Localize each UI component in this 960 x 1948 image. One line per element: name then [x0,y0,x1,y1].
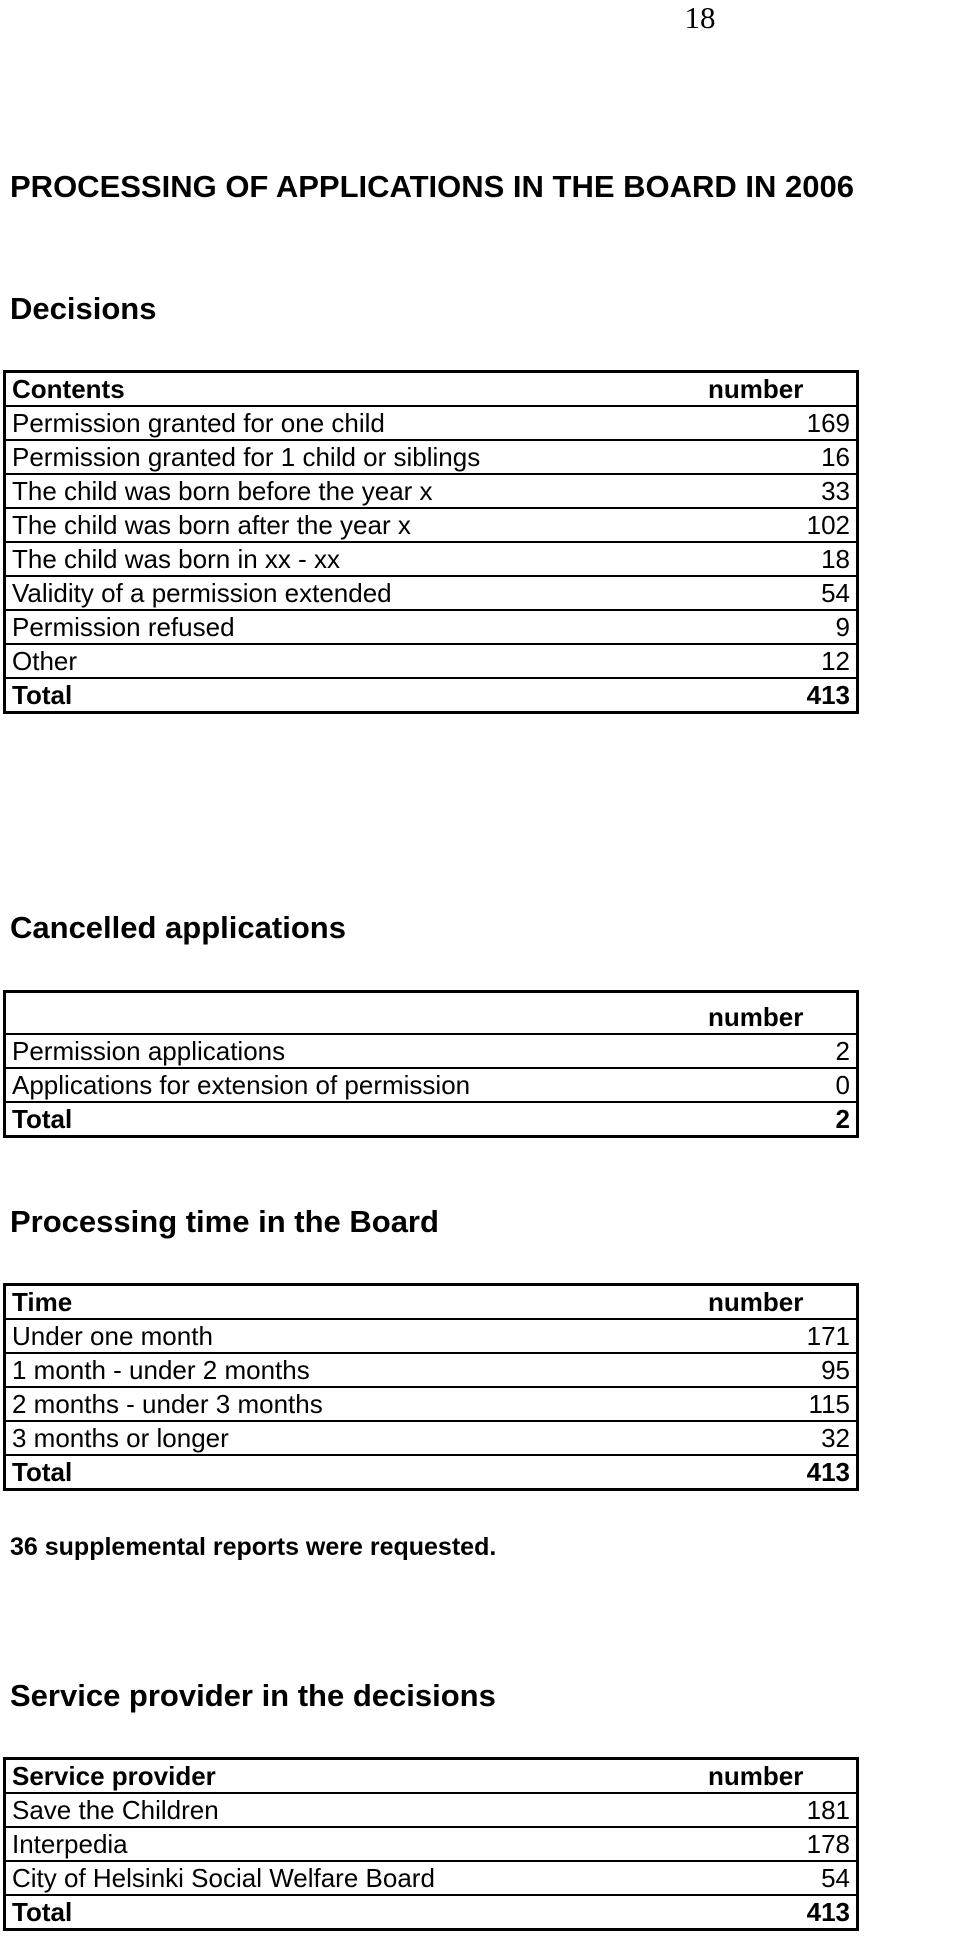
row-value: 178 [698,1827,858,1861]
header-number: number [698,372,858,407]
header-blank [5,992,699,1035]
table-row [5,1387,858,1421]
total-label: Total [5,1455,699,1490]
row-value: 33 [698,474,858,508]
table-total-row [5,678,858,713]
row-value: 181 [698,1793,858,1827]
table-row [5,576,858,610]
table-row [5,1827,858,1861]
row-value: 18 [698,542,858,576]
table-row [5,542,858,576]
row-label: Permission applications [5,1034,699,1068]
row-label: 1 month - under 2 months [5,1353,699,1387]
row-label: Validity of a permission extended [5,576,699,610]
table-header-row [5,372,858,407]
row-value: 169 [698,406,858,440]
table-row [5,440,858,474]
row-value: 12 [698,644,858,678]
row-value: 102 [698,508,858,542]
table-header-row [5,1759,858,1794]
row-value: 16 [698,440,858,474]
processing-time-table [3,1283,859,1491]
processing-time-heading: Processing time in the Board [10,1204,439,1239]
table-header-row [5,1285,858,1320]
decisions-table [3,370,859,714]
table-row [5,610,858,644]
table-row [5,1068,858,1102]
header-number: number [698,1285,858,1320]
total-value: 2 [698,1102,858,1137]
table-header-row [5,992,858,1035]
total-value: 413 [698,1895,858,1930]
table-total-row [5,1102,858,1137]
table-row [5,406,858,440]
decisions-heading: Decisions [10,291,157,326]
row-label: 2 months - under 3 months [5,1387,699,1421]
table-row [5,1421,858,1455]
table-row [5,508,858,542]
total-label: Total [5,1895,699,1930]
table-row [5,1861,858,1895]
row-value: 32 [698,1421,858,1455]
header-number: number [698,1759,858,1794]
table-row [5,1319,858,1353]
row-label: Permission granted for one child [5,406,699,440]
page-number: 18 [684,0,716,35]
header-contents: Contents [5,372,699,407]
header-service-provider: Service provider [5,1759,699,1794]
row-value: 0 [698,1068,858,1102]
total-value: 413 [698,678,858,713]
table-row [5,1793,858,1827]
row-label: Save the Children [5,1793,699,1827]
row-label: Permission granted for 1 child or siblings [5,440,699,474]
supplemental-note: 36 supplemental reports were requested. [10,1533,497,1561]
row-value: 2 [698,1034,858,1068]
row-label: The child was born after the year x [5,508,699,542]
table-row [5,474,858,508]
row-label: Other [5,644,699,678]
row-value: 54 [698,1861,858,1895]
header-number: number [698,992,858,1035]
row-label: Interpedia [5,1827,699,1861]
row-value: 171 [698,1319,858,1353]
cancelled-table [3,990,859,1138]
row-label: Permission refused [5,610,699,644]
table-total-row [5,1455,858,1490]
service-provider-heading: Service provider in the decisions [10,1678,496,1713]
row-label: The child was born before the year x [5,474,699,508]
row-value: 54 [698,576,858,610]
row-label: 3 months or longer [5,1421,699,1455]
page-title: PROCESSING OF APPLICATIONS IN THE BOARD IN 2006 [10,169,855,204]
table-row [5,1353,858,1387]
row-label: Under one month [5,1319,699,1353]
cancelled-heading: Cancelled applications [10,910,346,945]
row-value: 9 [698,610,858,644]
table-row [5,644,858,678]
total-label: Total [5,678,699,713]
row-label: Applications for extension of permission [5,1068,699,1102]
service-provider-table [3,1757,859,1931]
row-value: 115 [698,1387,858,1421]
table-row [5,1034,858,1068]
total-label: Total [5,1102,699,1137]
total-value: 413 [698,1455,858,1490]
row-label: The child was born in xx - xx [5,542,699,576]
row-label: City of Helsinki Social Welfare Board [5,1861,699,1895]
row-value: 95 [698,1353,858,1387]
header-time: Time [5,1285,699,1320]
table-total-row [5,1895,858,1930]
